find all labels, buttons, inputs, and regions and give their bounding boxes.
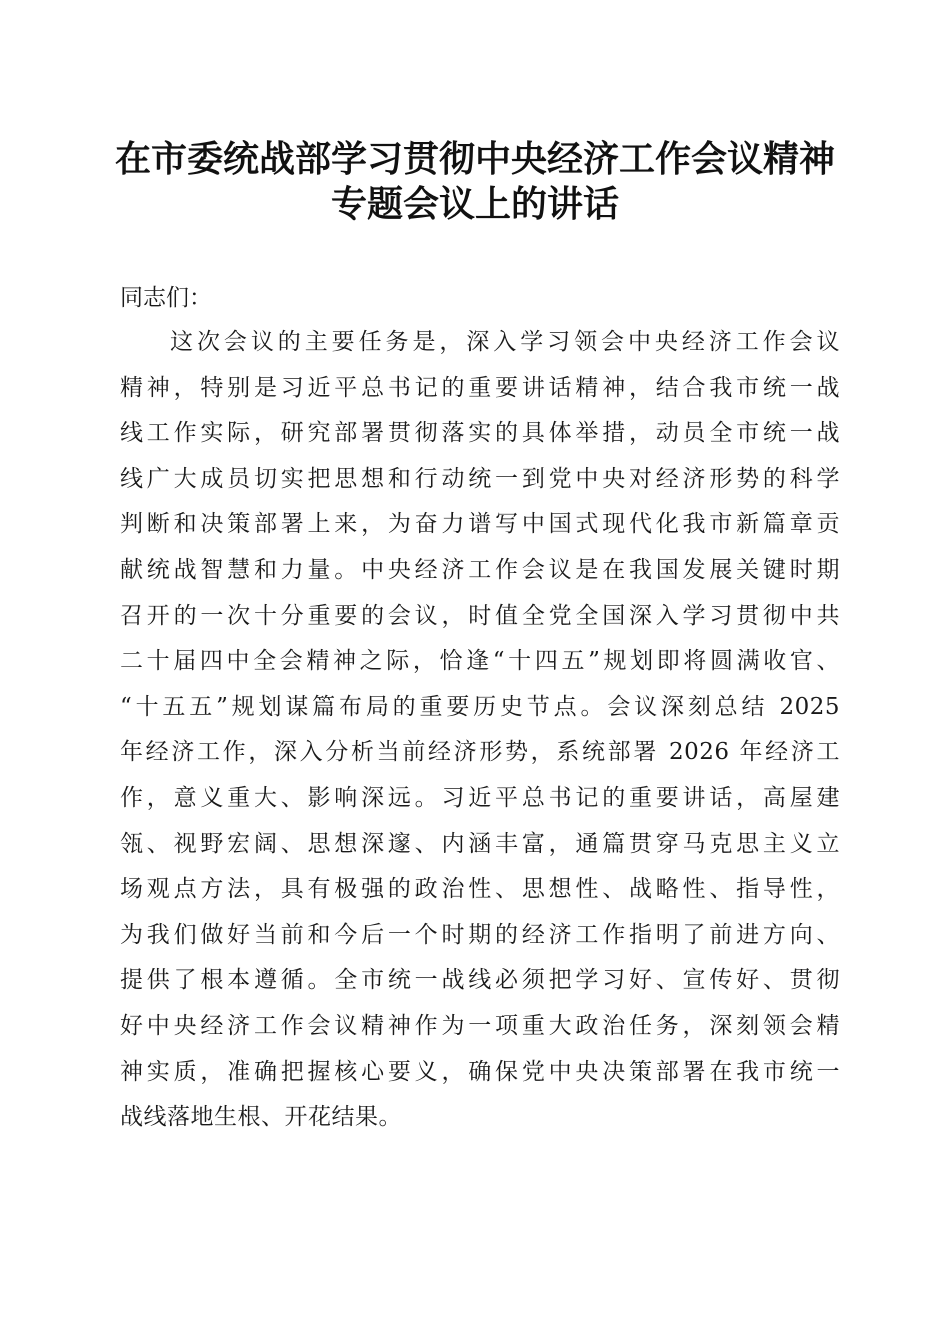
paragraph-line: 线广大成员切实把思想和行动统一到党中央对经济形势的科学 xyxy=(120,465,840,492)
paragraph-line: 瓴、视野宏阔、思想深邃、内涵丰富，通篇贯穿马克思主义立 xyxy=(120,830,840,857)
paragraph-line: 场观点方法，具有极强的政治性、思想性、战略性、指导性， xyxy=(120,876,840,903)
paragraph-line: 好中央经济工作会议精神作为一项重大政治任务，深刻领会精 xyxy=(120,1012,840,1039)
paragraph-line: 判断和决策部署上来，为奋力谱写中国式现代化我市新篇章贡 xyxy=(120,511,840,538)
paragraph-line: 精神，特别是习近平总书记的重要讲话精神，结合我市统一战 xyxy=(120,374,840,401)
speech-paragraph xyxy=(120,324,840,1145)
paragraph-line: “十五五”规划谋篇布局的重要历史节点。会议深刻总结 2025 xyxy=(120,693,840,720)
paragraph-line: 这次会议的主要任务是，深入学习领会中央经济工作会议 xyxy=(170,329,840,355)
document-title-line-1: 在市委统战部学习贯彻中央经济工作会议精神 xyxy=(114,138,835,180)
paragraph-line: 作，意义重大、影响深远。习近平总书记的重要讲话，高屋建 xyxy=(120,784,840,811)
paragraph-line: 召开的一次十分重要的会议，时值全党全国深入学习贯彻中共 xyxy=(120,602,840,629)
paragraph-line: 线工作实际，研究部署贯彻落实的具体举措，动员全市统一战 xyxy=(120,420,840,447)
paragraph-line: 提供了根本遵循。全市统一战线必须把学习好、宣传好、贯彻 xyxy=(120,967,840,994)
paragraph-line: 年经济工作，深入分析当前经济形势，系统部署 2026 年经济工 xyxy=(120,739,840,766)
paragraph-line: 战线落地生根、开花结果。 xyxy=(120,1104,402,1131)
paragraph-line: 为我们做好当前和今后一个时期的经济工作指明了前进方向、 xyxy=(120,921,840,948)
document-title-line-2: 专题会议上的讲话 xyxy=(330,183,619,225)
salutation: 同志们： xyxy=(120,285,212,311)
paragraph-line: 献统战智慧和力量。中央经济工作会议是在我国发展关键时期 xyxy=(120,556,840,583)
paragraph-line: 二十届四中全会精神之际，恰逢“十四五”规划即将圆满收官、 xyxy=(120,648,840,675)
paragraph-line: 神实质，准确把握核心要义，确保党中央决策部署在我市统一 xyxy=(120,1058,840,1085)
